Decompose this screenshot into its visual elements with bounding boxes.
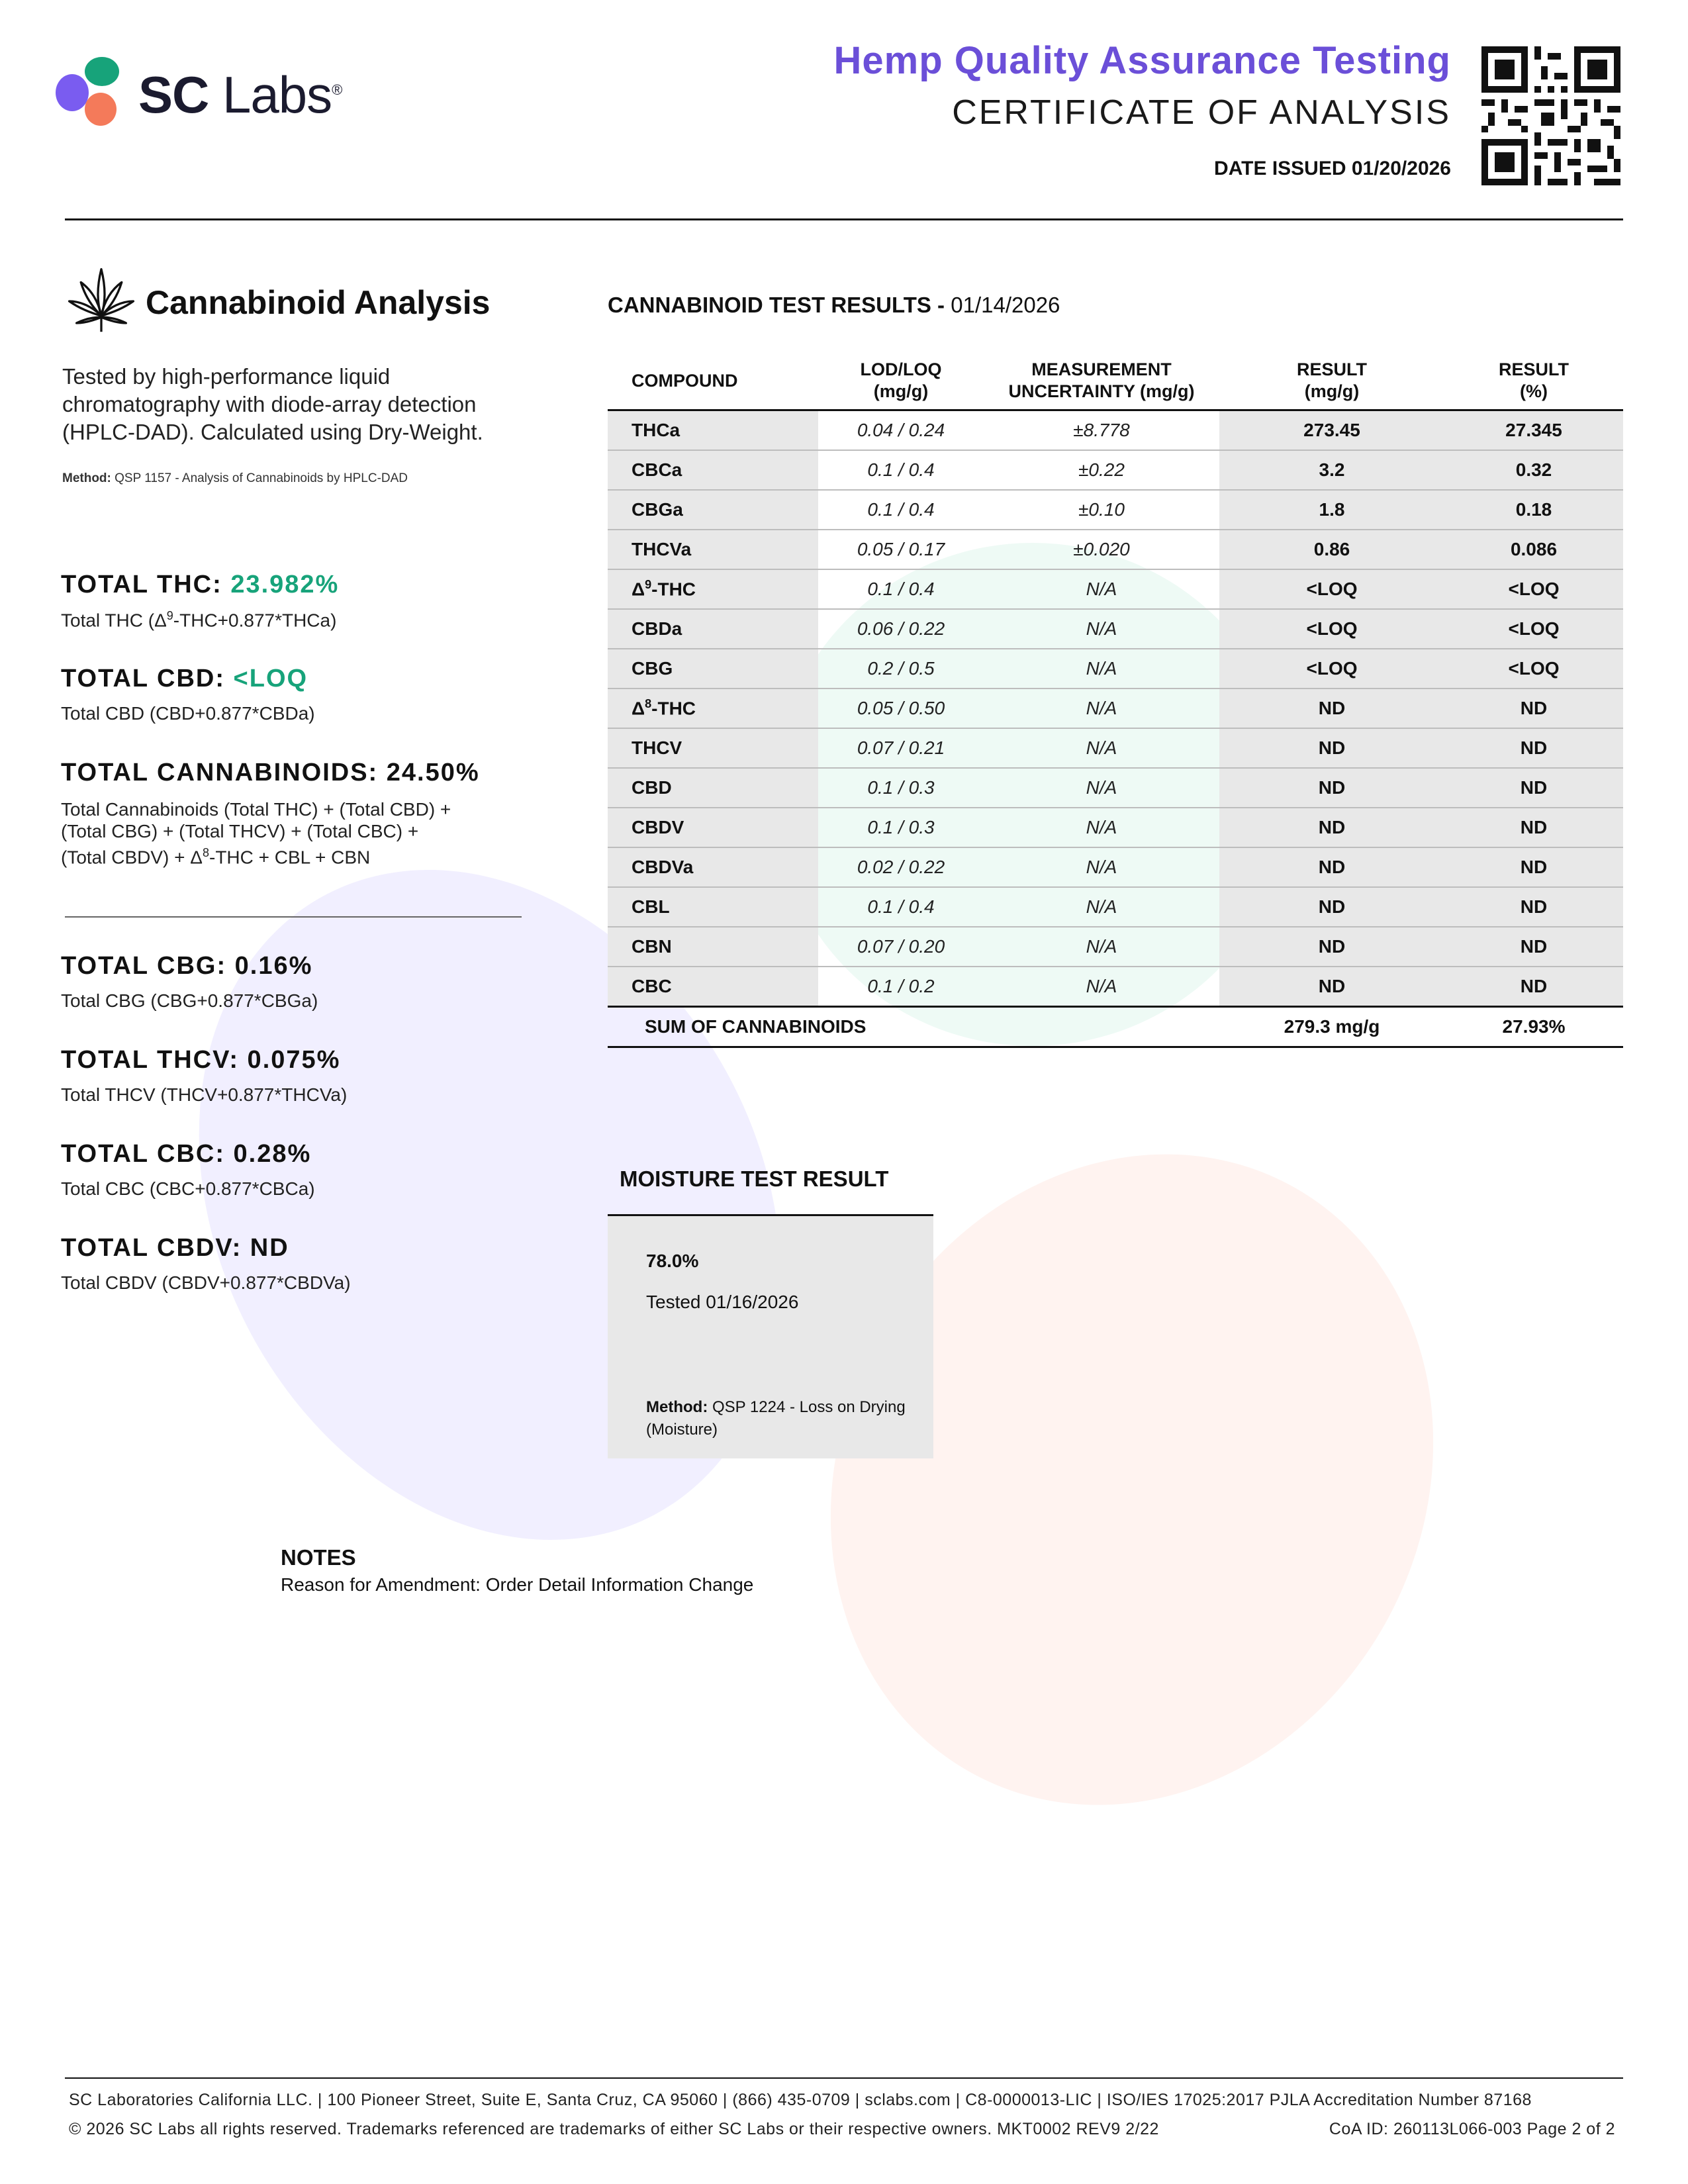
table-row [608,768,1623,808]
footer-divider [65,2077,1623,2079]
result-pct-cell: ND [1444,887,1623,927]
header-compound: COMPOUND [632,370,738,391]
compound-name: -THC [651,579,696,600]
table-row [608,609,1623,649]
cannabinoid-analysis-title: Cannabinoid Analysis [146,284,491,321]
uncertainty-cell: N/A [984,967,1219,1007]
table-header-row [608,352,1623,410]
lodloq-cell: 0.1 / 0.4 [818,569,984,609]
result-mg-cell: ND [1219,688,1444,728]
result-mg-cell: ND [1219,967,1444,1007]
result-pct-cell: <LOQ [1444,569,1623,609]
header-lodloq: LOD/LOQ (mg/g) [860,359,942,401]
cannabinoid-results-table [608,352,1623,1048]
moisture-method: Method: QSP 1224 - Loss on Drying (Moisture) [646,1398,906,1439]
header-subtitle: CERTIFICATE OF ANALYSIS [952,93,1451,132]
compound-cell [608,808,818,847]
compound-cell [608,887,818,927]
header-uncertainty: MEASUREMENT UNCERTAINTY (mg/g) [1008,359,1195,401]
uncertainty-cell: ±0.020 [984,530,1219,569]
result-pct-cell: 27.345 [1444,410,1623,451]
result-mg-cell: 1.8 [1219,490,1444,530]
compound-prefix: Δ [632,698,645,719]
result-mg-cell: <LOQ [1219,569,1444,609]
totals-divider [65,916,522,918]
lodloq-cell: 0.02 / 0.22 [818,847,984,887]
result-pct-cell: ND [1444,768,1623,808]
cannabis-leaf-icon [65,265,138,338]
logo-dot-orange-icon [85,93,117,126]
total-cannabinoids: TOTAL CANNABINOIDS: 24.50% [61,759,480,786]
table-row [608,490,1623,530]
result-mg-cell: ND [1219,847,1444,887]
compound-name: CBN [632,936,672,957]
compound-superscript: 8 [645,697,652,711]
compound-cell [608,768,818,808]
uncertainty-cell: N/A [984,569,1219,609]
results-title: CANNABINOID TEST RESULTS - 01/14/2026 [608,293,1060,317]
compound-cell [608,927,818,967]
sum-row [608,1007,1623,1047]
compound-name: CBC [632,976,672,996]
compound-name: CBDa [632,618,682,639]
table-row [608,728,1623,768]
lodloq-cell: 0.06 / 0.22 [818,609,984,649]
result-pct-cell: ND [1444,847,1623,887]
total-cbc-formula: Total CBC (CBC+0.877*CBCa) [61,1178,315,1199]
compound-name: CBDVa [632,857,694,877]
header-title: Hemp Quality Assurance Testing [833,39,1451,82]
lodloq-cell: 0.1 / 0.3 [818,808,984,847]
result-mg-cell: ND [1219,808,1444,847]
logo-wordmark: SC Labs® [138,66,342,124]
sum-mg: 279.3 mg/g [1219,1007,1444,1047]
result-pct-cell: <LOQ [1444,649,1623,688]
lodloq-cell: 0.1 / 0.4 [818,887,984,927]
lodloq-cell: 0.07 / 0.21 [818,728,984,768]
compound-name: CBL [632,896,670,917]
lodloq-cell: 0.1 / 0.4 [818,490,984,530]
total-cbd: TOTAL CBD: <LOQ [61,665,308,692]
compound-cell [608,569,818,609]
total-cbc: TOTAL CBC: 0.28% [61,1140,312,1168]
table-row [608,688,1623,728]
uncertainty-cell: ±0.10 [984,490,1219,530]
lodloq-cell: 0.1 / 0.3 [818,768,984,808]
result-pct-cell: ND [1444,728,1623,768]
result-pct-cell: ND [1444,927,1623,967]
total-cbg-formula: Total CBG (CBG+0.877*CBGa) [61,990,318,1011]
footer-copyright: © 2026 SC Labs all rights reserved. Trademarks referenced are trademarks of either SC Labs or their respective owners. MKT0002 REV9 2/22 [69,2120,1159,2138]
compound-cell [608,649,818,688]
total-thcv: TOTAL THCV: 0.075% [61,1046,341,1074]
uncertainty-cell: N/A [984,609,1219,649]
result-mg-cell: ND [1219,927,1444,967]
compound-name: CBCa [632,459,682,480]
table-row [608,649,1623,688]
header-divider [65,218,1623,220]
compound-cell [608,490,818,530]
result-mg-cell: ND [1219,887,1444,927]
lodloq-cell: 0.04 / 0.24 [818,410,984,451]
compound-cell [608,688,818,728]
total-cbd-formula: Total CBD (CBD+0.877*CBDa) [61,703,315,724]
analysis-description: Tested by high-performance liquid chromatography with diode-array detection (HPLC-DAD). Calculated using Dry-Weight. [62,364,483,444]
compound-cell [608,967,818,1007]
footer-address: SC Laboratories California LLC. | 100 Pioneer Street, Suite E, Santa Cruz, CA 95060 | (866) 435-0709 | sclabs.com | C8-0000013-LIC | ISO/IES 17025:2017 PJLA Accreditation Number 87168 [69,2091,1532,2109]
date-issued: DATE ISSUED 01/20/2026 [1214,158,1451,179]
lodloq-cell: 0.1 / 0.2 [818,967,984,1007]
lodloq-cell: 0.07 / 0.20 [818,927,984,967]
lodloq-cell: 0.1 / 0.4 [818,450,984,490]
result-mg-cell: ND [1219,768,1444,808]
sc-labs-logo [56,57,360,130]
result-pct-cell: 0.18 [1444,490,1623,530]
compound-name: THCVa [632,539,692,559]
lodloq-cell: 0.05 / 0.17 [818,530,984,569]
lodloq-cell: 0.05 / 0.50 [818,688,984,728]
header-result-mg: RESULT (mg/g) [1297,359,1367,401]
table-row [608,450,1623,490]
total-thc-formula: Total THC $(\Delta^9-THC+0.877*THCa)$ [61,609,337,631]
total-thc: TOTAL THC: 23.982% [61,571,340,598]
table-row [608,808,1623,847]
compound-name: THCV [632,737,682,758]
compound-cell [608,609,818,649]
footer-coa-id: CoA ID: 260113L066-003 Page 2 of 2 [1329,2120,1615,2138]
analysis-method: Method: QSP 1157 - Analysis of Cannabinoids by HPLC-DAD [62,471,408,485]
compound-name: CBDV [632,817,684,837]
compound-name: THCa [632,420,680,440]
table-row [608,410,1623,451]
total-cbg: TOTAL CBG: 0.16% [61,952,313,980]
total-cbdv-formula: Total CBDV (CBDV+0.877*CBDVa) [61,1272,351,1293]
result-pct-cell: 0.086 [1444,530,1623,569]
notes-text: Reason for Amendment: Order Detail Information Change [281,1574,754,1595]
table-row [608,530,1623,569]
table-row [608,967,1623,1007]
qr-code-icon [1481,46,1620,185]
moisture-tested-date: Tested 01/16/2026 [646,1292,799,1312]
lodloq-cell: 0.2 / 0.5 [818,649,984,688]
compound-prefix: Δ [632,579,645,600]
result-pct-cell: <LOQ [1444,609,1623,649]
result-pct-cell: ND [1444,967,1623,1007]
uncertainty-cell: N/A [984,728,1219,768]
sum-pct: 27.93% [1444,1007,1623,1047]
result-pct-cell: 0.32 [1444,450,1623,490]
uncertainty-cell: ±8.778 [984,410,1219,451]
result-pct-cell: ND [1444,688,1623,728]
result-mg-cell: 3.2 [1219,450,1444,490]
total-thcv-formula: Total THCV (THCV+0.877*THCVa) [61,1084,348,1105]
total-cbdv: TOTAL CBDV: ND [61,1234,289,1262]
total-cannabinoids-formula: Total Cannabinoids (Total THC) + (Total CBD) + (Total CBG) + (Total THCV) + (Total CBC) + (Total CBDV) + $\Delta^8$-THC + CBL + CBN [61,799,451,868]
uncertainty-cell: N/A [984,808,1219,847]
compound-superscript: 9 [645,578,652,592]
result-mg-cell: 0.86 [1219,530,1444,569]
uncertainty-cell: N/A [984,887,1219,927]
notes-title: NOTES [281,1545,356,1570]
compound-cell [608,410,818,451]
result-mg-cell: 273.45 [1219,410,1444,451]
uncertainty-cell: ±0.22 [984,450,1219,490]
result-mg-cell: ND [1219,728,1444,768]
table-row [608,887,1623,927]
sum-label: SUM OF CANNABINOIDS [608,1007,1219,1047]
logo-dot-purple-icon [56,74,89,111]
compound-name: -THC [651,698,696,719]
compound-cell [608,450,818,490]
result-pct-cell: ND [1444,808,1623,847]
result-mg-cell: <LOQ [1219,649,1444,688]
logo-dot-green-icon [85,57,119,86]
moisture-box [608,1214,933,1458]
table-row [608,569,1623,609]
uncertainty-cell: N/A [984,927,1219,967]
compound-cell [608,728,818,768]
compound-name: CBG [632,658,673,679]
result-mg-cell: <LOQ [1219,609,1444,649]
table-row [608,927,1623,967]
uncertainty-cell: N/A [984,847,1219,887]
uncertainty-cell: N/A [984,768,1219,808]
compound-cell [608,530,818,569]
compound-name: CBGa [632,499,683,520]
uncertainty-cell: N/A [984,688,1219,728]
header-result-pct: RESULT (%) [1499,359,1569,401]
compound-name: CBD [632,777,672,798]
compound-cell [608,847,818,887]
moisture-value: 78.0% [646,1251,699,1271]
uncertainty-cell: N/A [984,649,1219,688]
table-row [608,847,1623,887]
moisture-title: MOISTURE TEST RESULT [620,1166,889,1191]
